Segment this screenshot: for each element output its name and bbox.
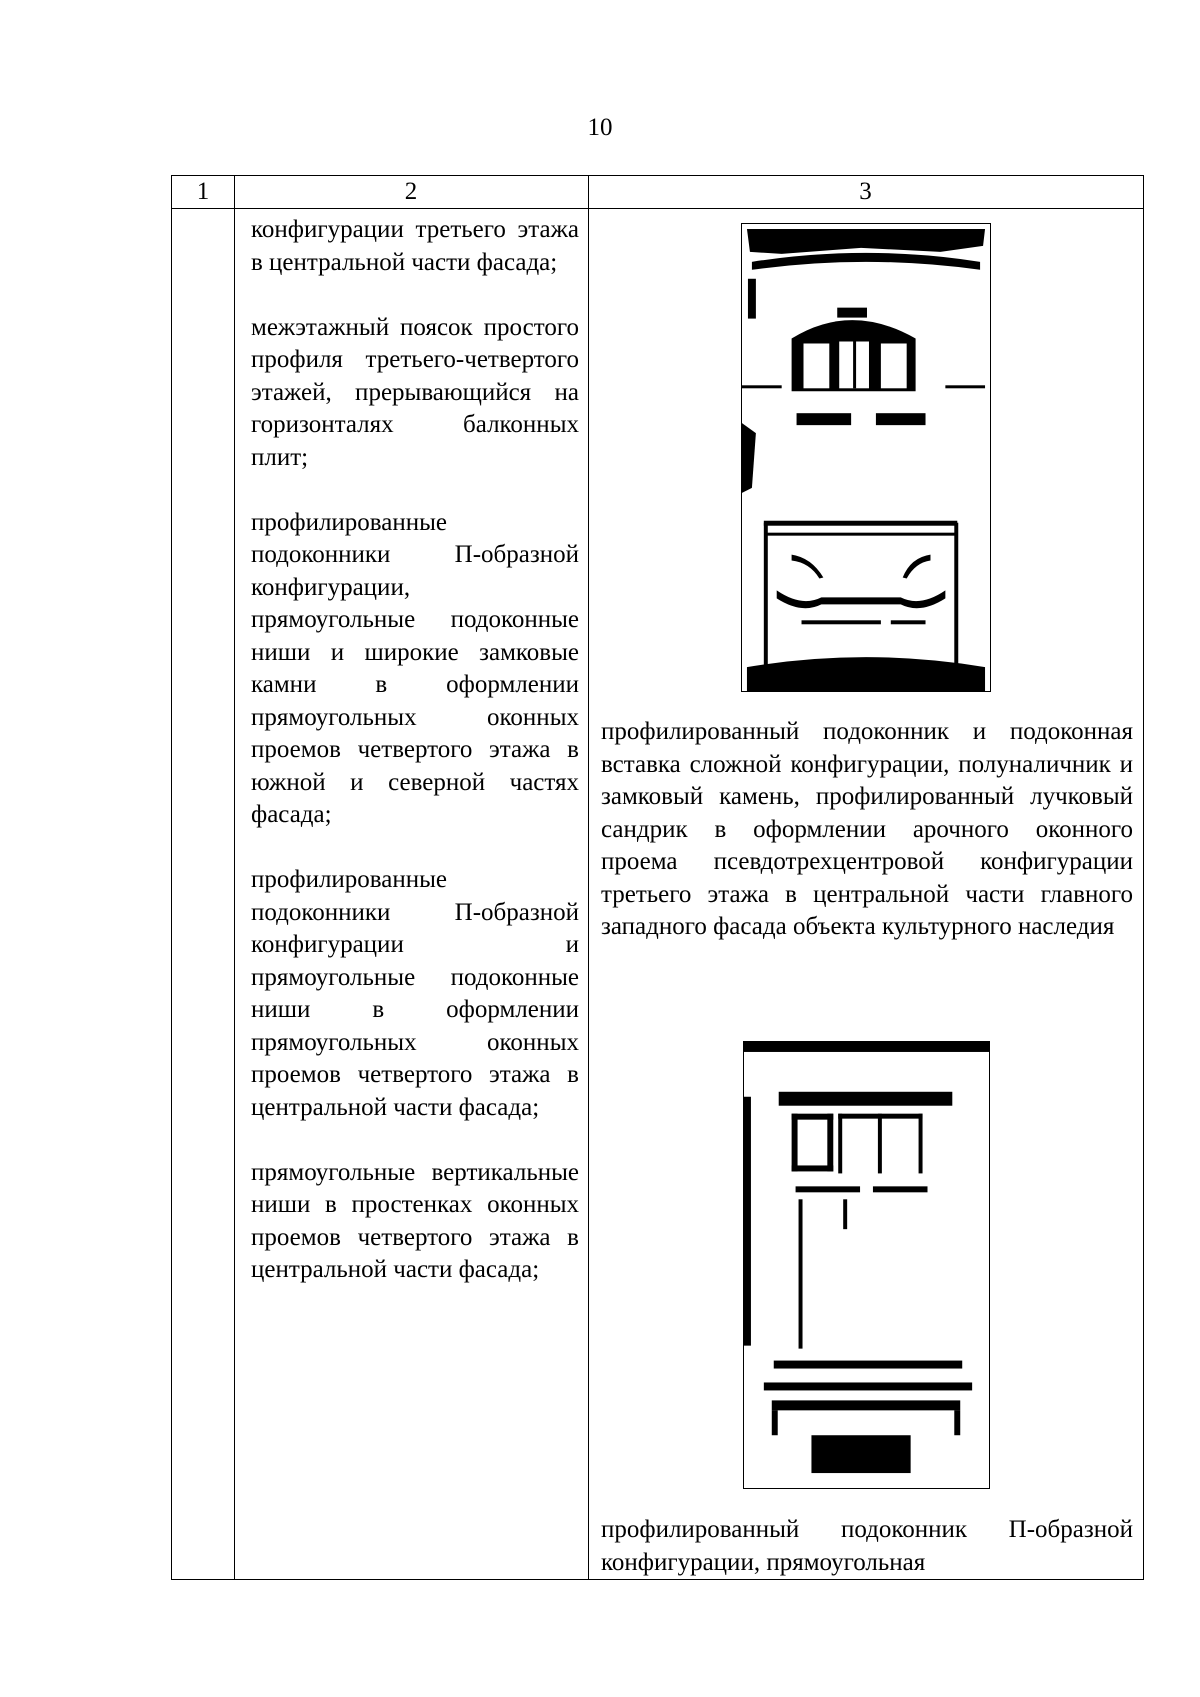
facade-photo-arched-window bbox=[741, 223, 991, 692]
photo-caption: профилированный подоконник и подоконная вставка сложной конфигурации, полуналичник и замковый камень, профилированный лучковый сандрик в оформлении арочного оконного проема псевдотрехцентровой конфигурации третьего этажа в центральной части главного западного фасада объекта культурного наследия bbox=[601, 718, 1133, 940]
description-paragraph: прямоугольные вертикальные ниши в простенках оконных проемов четвертого этажа в центральной части фасада; bbox=[251, 1158, 579, 1283]
column-divider bbox=[588, 176, 589, 1579]
description-column bbox=[251, 214, 579, 1319]
header-divider bbox=[172, 208, 1143, 209]
column-divider bbox=[234, 176, 235, 1579]
header-col-3: 3 bbox=[859, 178, 872, 205]
description-paragraph: профилированные подоконники П-образной конфигурации и прямоугольные подоконные ниши в оформлении прямоугольных оконных проемов четвертого этажа в центральной части фасада; bbox=[251, 866, 579, 1121]
caption-column-block bbox=[601, 1514, 1133, 1579]
description-paragraph: конфигурации третьего этажа в центральной части фасада; bbox=[251, 216, 579, 276]
photo-caption: профилированный подоконник П-образной конфигурации, прямоугольная bbox=[601, 1516, 1133, 1576]
header-col-1: 1 bbox=[196, 178, 210, 205]
description-paragraph: межэтажный поясок простого профиля третьего-четвертого этажей, прерывающийся на горизонталях балконных плит; bbox=[251, 313, 579, 471]
header-col-2: 2 bbox=[404, 178, 418, 205]
document-table bbox=[171, 175, 1144, 1580]
description-paragraph: профилированные подоконники П-образной конфигурации, прямоугольные подоконные ниши и широкие замковые камни в оформлении прямоугольных оконных проемов четвертого этажа в южной и северной частях фасада; bbox=[251, 508, 579, 828]
facade-photo-rectangular-window bbox=[743, 1041, 990, 1489]
caption-column-block bbox=[601, 716, 1133, 944]
page-number: 10 bbox=[587, 114, 613, 141]
